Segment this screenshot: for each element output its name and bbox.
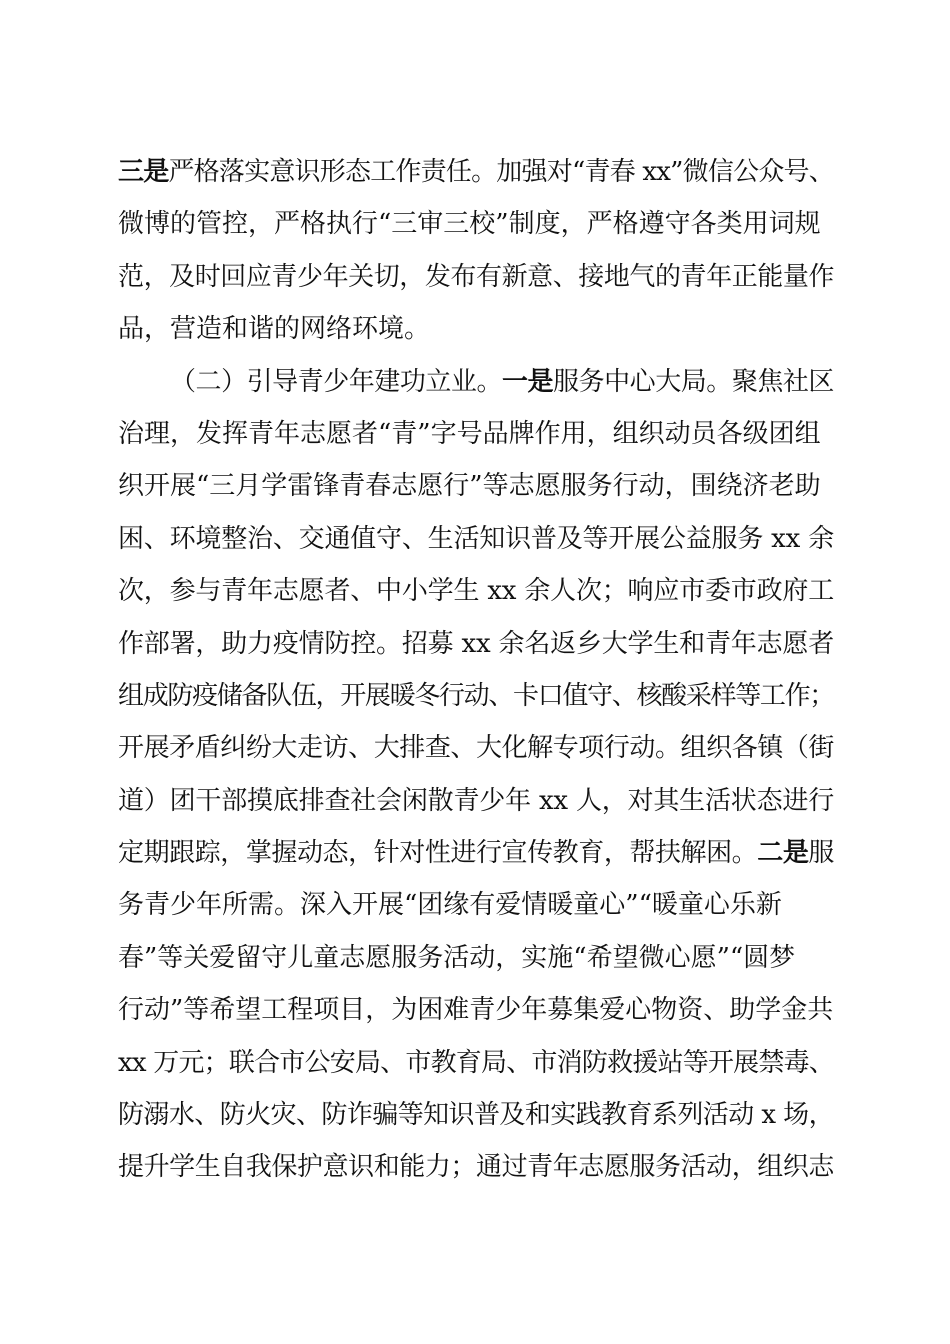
text-line: 提升学生自我保护意识和能力；通过青年志愿服务活动，组织志 <box>118 1152 834 1183</box>
text-line: 次，参与青年志愿者、中小学生 xx 余人次；响应市委市政府工 <box>118 576 834 607</box>
text-line: 品，营造和谐的网络环境。 <box>118 314 431 345</box>
text-line: xx 万元；联合市公安局、市教育局、市消防救援站等开展禁毒、 <box>118 1047 834 1078</box>
text-line: 组成防疫储备队伍，开展暖冬行动、卡口值守、核酸采样等工作； <box>118 680 834 711</box>
text-run: 服 <box>808 838 834 869</box>
bold-lead: 三是 <box>118 157 169 187</box>
text-run: 严格落实意识形态工作责任。加强对“青春 xx”微信公众号、 <box>168 157 834 187</box>
text-line: 织开展“三月学雷锋青春志愿行”等志愿服务行动，围绕济老助 <box>118 471 821 502</box>
text-line: 微博的管控，严格执行“三审三校”制度，严格遵守各类用词规 <box>118 209 821 240</box>
text-line <box>118 831 834 883</box>
bold-lead: 一是 <box>501 366 554 397</box>
text-line: 务青少年所需。深入开展“团缘有爱情暖童心”“暖童心乐新 <box>118 890 782 921</box>
text-line: 作部署，助力疫情防控。招募 xx 余名返乡大学生和青年志愿者 <box>118 628 834 659</box>
text-line: 防溺水、防火灾、防诈骗等知识普及和实践教育系列活动 x 场， <box>118 1100 834 1131</box>
text-line: 开展矛盾纠纷大走访、大排查、大化解专项行动。组织各镇（街 <box>118 733 834 764</box>
text-line: 道）团干部摸底排查社会闲散青少年 xx 人，对其生活状态进行 <box>118 785 834 816</box>
text-run: 定期跟踪，掌握动态，针对性进行宣传教育，帮扶解困。 <box>118 838 758 869</box>
body-text <box>118 150 834 1198</box>
text-line: 范，及时回应青少年关切，发布有新意、接地气的青年正能量作 <box>118 261 834 292</box>
text-line: 治理，发挥青年志愿者“青”字号品牌作用，组织动员各级团组 <box>118 418 821 449</box>
text-run: 服务中心大局。聚焦社区 <box>553 366 834 397</box>
section-heading: （二）引导青少年建功立业。 <box>170 366 502 397</box>
text-line <box>118 150 834 202</box>
text-line: 困、环境整治、交通值守、生活知识普及等开展公益服务 xx 余 <box>118 523 834 554</box>
text-line: 行动”等希望工程项目，为困难青少年募集爱心物资、助学金共 <box>118 995 834 1026</box>
text-line <box>118 360 834 412</box>
text-line: 春”等关爱留守儿童志愿服务活动，实施“希望微心愿”“圆梦 <box>118 942 796 973</box>
bold-lead: 二是 <box>757 838 809 869</box>
